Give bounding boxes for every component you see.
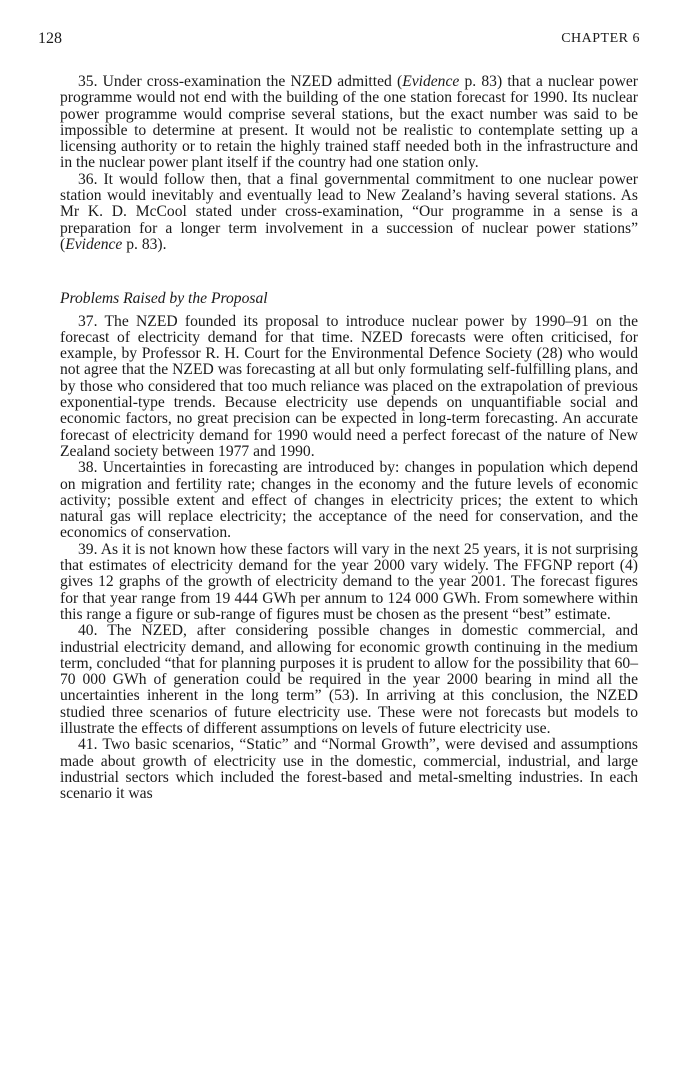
paragraph-text: 36. It would follow then, that a final governmental commitment to one nuclear power station would inevitably and eventually lead to New Zealand’s having several stations. As Mr K. D. McCool stated under cross-examination, “Our programme in a sense is a preparation for a longer term involvement in a succession of nuclear power stations” ( xyxy=(60,170,638,253)
italic-citation: Evidence xyxy=(402,73,460,90)
paragraph-p39 xyxy=(60,542,638,623)
paragraph-group-top xyxy=(60,74,638,253)
paragraph-text: 41. Two basic scenarios, “Static” and “Normal Growth”, were devised and assumptions made about growth of electricity use in the domestic, commercial, industrial, and large industrial sectors which included the forest-based and metal-smelting industries. In each scenario it was xyxy=(60,736,638,803)
paragraph-text: p. 83) that a nuclear power programme would not end with the building of the one station forecast for 1990. Its nuclear power programme would comprise several stations, but the exact number was said to be impossible to determine at present. It would not be realistic to contemplate setting up a licensing authority or to retain the highly trained staff needed both in the infrastructure and in the nuclear power plant itself if the country had one station only. xyxy=(60,73,638,172)
paragraph-p35 xyxy=(60,74,638,172)
chapter-label: CHAPTER 6 xyxy=(561,31,640,46)
paragraph-p40 xyxy=(60,623,638,737)
paragraph-group-bottom xyxy=(60,314,638,803)
paragraph-text: 37. The NZED founded its proposal to introduce nuclear power by 1990–91 on the forecast of electricity demand for that time. NZED forecasts were often criticised, for example, by Professor R. H. Court for the Environmental Defence Society (28) who would not agree that the NZED was forecasting at all but only formulating self-fulfilling plans, and by those who considered that too much reliance was placed on the extrapolation of previous exponential-type trends. Because electricity use depends on unquantifiable social and economic factors, no great precision can be expected in long-term forecasting. An accurate forecast of electricity demand for 1990 would need a perfect forecast of the nature of New Zealand society between 1977 and 1990. xyxy=(60,312,638,460)
italic-citation: Evidence xyxy=(65,235,123,253)
page-number: 128 xyxy=(38,30,62,47)
paragraph-text: 38. Uncertainties in forecasting are introduced by: changes in population which depend on migration and fertility rate; changes in the economy and the future levels of economic activity; possible extent and effect of changes in electricity prices; the extent to which natural gas will replace electricity; the acceptance of the need for conservation, and the economics of conservation. xyxy=(60,459,638,542)
paragraph-text: p. 83). xyxy=(122,235,167,253)
paragraph-text: 40. The NZED, after considering possible changes in domestic commercial, and industrial electricity demand, and allowing for economic growth continuing in the medium term, concluded “that for planning purposes it is prudent to allow for the possibility that 60–70 000 GWh of generation could be required in the year 2000 bearing in mind all the uncertainties inherent in the long term” (53). In arriving at this conclusion, the NZED studied three scenarios of future electricity use. These were not forecasts but models to illustrate the effects of different assumptions on levels of future electricity use. xyxy=(60,622,638,737)
paragraph-p38 xyxy=(60,460,638,541)
paragraph-text: 35. Under cross-examination the NZED admitted ( xyxy=(78,73,403,90)
paragraph-p37 xyxy=(60,314,638,461)
paragraph-text: 39. As it is not known how these factors will vary in the next 25 years, it is not surprising that estimates of electricity demand for the year 2000 vary widely. The FFGNP report (4) gives 12 graphs of the growth of electricity demand to the year 2001. The forecast figures for that year range from 19 444 GWh per annum to 124 000 GWh. From somewhere within this range a figure or sub-range of figures must be chosen as the present “best” estimate. xyxy=(60,540,638,623)
paragraph-p41 xyxy=(60,737,638,802)
body-text xyxy=(60,74,638,802)
section-heading: Problems Raised by the Proposal xyxy=(60,290,268,308)
paragraph-p36 xyxy=(60,172,638,253)
running-head xyxy=(38,30,640,52)
